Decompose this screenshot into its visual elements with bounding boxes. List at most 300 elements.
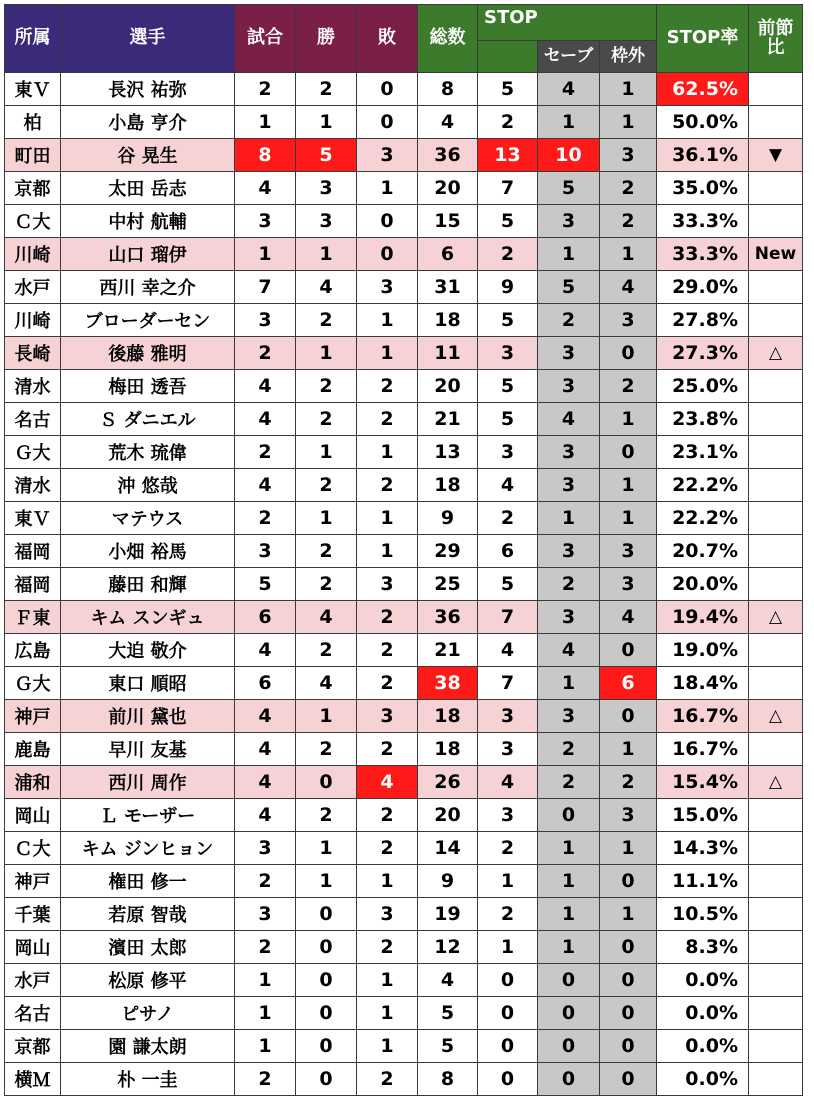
cell-rate: 23.8% [657,403,749,436]
cell-player: ブローダーセン [61,304,235,337]
cell-player: 朴 一圭 [61,1063,235,1096]
cell-losses: 2 [357,931,418,964]
cell-rate: 27.3% [657,337,749,370]
cell-team: Ｃ大 [5,832,61,865]
cell-games: 6 [235,667,296,700]
cell-total: 19 [418,898,478,931]
cell-wins: 0 [296,1030,357,1063]
table-header [5,5,803,73]
cell-save: 3 [538,601,600,634]
cell-team: 神戸 [5,865,61,898]
cell-wins: 1 [296,238,357,271]
cell-out: 1 [600,73,657,106]
cell-losses: 2 [357,469,418,502]
cell-games: 3 [235,535,296,568]
cell-rate: 8.3% [657,931,749,964]
cell-rate: 50.0% [657,106,749,139]
cell-save: 1 [538,502,600,535]
cell-prev [749,832,803,865]
cell-rate: 22.2% [657,469,749,502]
cell-stop: 2 [478,238,538,271]
cell-games: 4 [235,733,296,766]
cell-prev [749,931,803,964]
cell-player: 西川 幸之介 [61,271,235,304]
cell-stop: 3 [478,337,538,370]
cell-games: 4 [235,766,296,799]
cell-total: 13 [418,436,478,469]
cell-rate: 36.1% [657,139,749,172]
cell-player: 松原 修平 [61,964,235,997]
header-team: 所属 [5,5,61,73]
cell-total: 4 [418,964,478,997]
cell-team: 川崎 [5,238,61,271]
cell-save: 1 [538,865,600,898]
cell-out: 4 [600,271,657,304]
header-losses: 敗 [357,5,418,73]
cell-out: 3 [600,568,657,601]
cell-team: 水戸 [5,271,61,304]
cell-total: 29 [418,535,478,568]
cell-prev: △ [749,601,803,634]
cell-save: 5 [538,172,600,205]
cell-save: 1 [538,238,600,271]
cell-player: キム ジンヒョン [61,832,235,865]
cell-team: 水戸 [5,964,61,997]
cell-rate: 22.2% [657,502,749,535]
cell-stop: 3 [478,799,538,832]
cell-team: 岡山 [5,931,61,964]
cell-games: 2 [235,337,296,370]
cell-losses: 2 [357,667,418,700]
cell-losses: 3 [357,700,418,733]
cell-team: 横Ｍ [5,1063,61,1096]
cell-wins: 2 [296,403,357,436]
cell-rate: 15.0% [657,799,749,832]
cell-rate: 27.8% [657,304,749,337]
cell-games: 1 [235,1030,296,1063]
table-row [5,931,803,964]
cell-wins: 2 [296,568,357,601]
cell-player: 濱田 太郎 [61,931,235,964]
cell-rate: 11.1% [657,865,749,898]
cell-rate: 25.0% [657,370,749,403]
cell-team: 鹿島 [5,733,61,766]
cell-wins: 4 [296,271,357,304]
cell-team: 東Ｖ [5,502,61,535]
cell-out: 3 [600,535,657,568]
cell-save: 3 [538,535,600,568]
cell-team: 福岡 [5,568,61,601]
cell-games: 3 [235,205,296,238]
cell-games: 2 [235,502,296,535]
cell-losses: 3 [357,898,418,931]
cell-total: 31 [418,271,478,304]
cell-stop: 3 [478,700,538,733]
cell-out: 1 [600,733,657,766]
cell-rate: 29.0% [657,271,749,304]
cell-total: 26 [418,766,478,799]
cell-stop: 7 [478,172,538,205]
table-row [5,304,803,337]
cell-wins: 1 [296,502,357,535]
cell-games: 1 [235,238,296,271]
header-player: 選手 [61,5,235,73]
cell-save: 2 [538,766,600,799]
cell-stop: 2 [478,106,538,139]
cell-stop: 0 [478,1063,538,1096]
cell-games: 2 [235,436,296,469]
cell-team: Ｆ東 [5,601,61,634]
cell-total: 4 [418,106,478,139]
table-row [5,535,803,568]
cell-total: 8 [418,73,478,106]
cell-wins: 2 [296,73,357,106]
cell-stop: 0 [478,997,538,1030]
cell-games: 6 [235,601,296,634]
cell-prev [749,502,803,535]
cell-wins: 4 [296,601,357,634]
cell-save: 3 [538,700,600,733]
cell-player: 西川 周作 [61,766,235,799]
cell-team: 清水 [5,469,61,502]
cell-player: 若原 智哉 [61,898,235,931]
cell-stop: 5 [478,568,538,601]
cell-wins: 2 [296,535,357,568]
cell-prev [749,898,803,931]
cell-prev [749,436,803,469]
cell-rate: 15.4% [657,766,749,799]
cell-total: 18 [418,304,478,337]
cell-wins: 1 [296,832,357,865]
cell-losses: 3 [357,568,418,601]
cell-out: 2 [600,172,657,205]
cell-player: 後藤 雅明 [61,337,235,370]
cell-out: 1 [600,238,657,271]
cell-losses: 0 [357,106,418,139]
cell-stop: 5 [478,304,538,337]
cell-total: 5 [418,1030,478,1063]
cell-losses: 1 [357,865,418,898]
table-row [5,205,803,238]
cell-team: 京都 [5,172,61,205]
cell-prev [749,997,803,1030]
cell-losses: 1 [357,1030,418,1063]
table-row [5,469,803,502]
cell-save: 0 [538,997,600,1030]
table-row [5,700,803,733]
cell-rate: 35.0% [657,172,749,205]
cell-prev [749,667,803,700]
cell-losses: 2 [357,1063,418,1096]
cell-prev [749,535,803,568]
table-row [5,1030,803,1063]
cell-player: 小島 亨介 [61,106,235,139]
cell-team: 京都 [5,1030,61,1063]
cell-total: 36 [418,139,478,172]
cell-player: 荒木 琉偉 [61,436,235,469]
cell-games: 1 [235,964,296,997]
cell-save: 4 [538,634,600,667]
table-row [5,106,803,139]
cell-out: 3 [600,139,657,172]
table-row [5,733,803,766]
cell-out: 2 [600,370,657,403]
cell-save: 1 [538,106,600,139]
cell-save: 1 [538,931,600,964]
cell-losses: 0 [357,205,418,238]
cell-stop: 4 [478,634,538,667]
cell-games: 4 [235,799,296,832]
cell-total: 20 [418,370,478,403]
cell-prev [749,403,803,436]
cell-games: 8 [235,139,296,172]
cell-out: 2 [600,205,657,238]
table-row [5,634,803,667]
cell-team: 広島 [5,634,61,667]
cell-rate: 16.7% [657,700,749,733]
cell-team: 福岡 [5,535,61,568]
cell-prev [749,568,803,601]
header-prev-label: 前節比 [757,17,794,58]
cell-total: 9 [418,502,478,535]
cell-losses: 1 [357,337,418,370]
cell-rate: 18.4% [657,667,749,700]
table-row [5,865,803,898]
cell-wins: 2 [296,370,357,403]
cell-rate: 33.3% [657,238,749,271]
cell-total: 21 [418,634,478,667]
cell-losses: 1 [357,535,418,568]
cell-games: 4 [235,370,296,403]
cell-losses: 2 [357,403,418,436]
cell-stop: 4 [478,469,538,502]
cell-rate: 33.3% [657,205,749,238]
cell-rate: 14.3% [657,832,749,865]
cell-stop: 2 [478,832,538,865]
cell-team: 浦和 [5,766,61,799]
cell-games: 4 [235,172,296,205]
cell-games: 4 [235,403,296,436]
cell-player: 山口 瑠伊 [61,238,235,271]
cell-prev [749,634,803,667]
cell-total: 11 [418,337,478,370]
table-row [5,73,803,106]
cell-games: 4 [235,700,296,733]
cell-total: 18 [418,469,478,502]
cell-team: 名古 [5,997,61,1030]
cell-total: 36 [418,601,478,634]
cell-total: 14 [418,832,478,865]
cell-player: 権田 修一 [61,865,235,898]
cell-player: 太田 岳志 [61,172,235,205]
cell-player: 東口 順昭 [61,667,235,700]
cell-out: 1 [600,106,657,139]
cell-games: 1 [235,997,296,1030]
cell-wins: 2 [296,733,357,766]
cell-total: 21 [418,403,478,436]
cell-prev: △ [749,700,803,733]
cell-losses: 3 [357,139,418,172]
cell-save: 3 [538,436,600,469]
cell-player: 前川 黛也 [61,700,235,733]
cell-rate: 19.0% [657,634,749,667]
cell-losses: 2 [357,733,418,766]
cell-prev [749,799,803,832]
table-row [5,997,803,1030]
cell-out: 0 [600,865,657,898]
cell-save: 1 [538,832,600,865]
table-row [5,139,803,172]
cell-save: 0 [538,1063,600,1096]
table-row [5,172,803,205]
table-row [5,436,803,469]
cell-team: 東Ｖ [5,73,61,106]
cell-stop: 1 [478,931,538,964]
cell-stop: 0 [478,964,538,997]
cell-player: 藤田 和輝 [61,568,235,601]
cell-wins: 1 [296,865,357,898]
cell-games: 2 [235,931,296,964]
cell-prev: △ [749,337,803,370]
cell-player: 谷 晃生 [61,139,235,172]
cell-save: 3 [538,370,600,403]
cell-out: 0 [600,931,657,964]
cell-player: キム スンギュ [61,601,235,634]
cell-prev [749,865,803,898]
cell-player: 園 謙太朗 [61,1030,235,1063]
cell-prev: △ [749,766,803,799]
cell-player: 長沢 祐弥 [61,73,235,106]
cell-prev [749,733,803,766]
cell-save: 4 [538,403,600,436]
table-row [5,403,803,436]
cell-wins: 0 [296,931,357,964]
cell-wins: 0 [296,1063,357,1096]
cell-out: 1 [600,832,657,865]
cell-out: 2 [600,766,657,799]
cell-out: 0 [600,1030,657,1063]
cell-stop: 1 [478,865,538,898]
cell-out: 0 [600,436,657,469]
table-row [5,238,803,271]
cell-wins: 1 [296,106,357,139]
header-wins: 勝 [296,5,357,73]
cell-player: Ｌ モーザー [61,799,235,832]
cell-prev [749,469,803,502]
cell-losses: 0 [357,238,418,271]
cell-rate: 0.0% [657,997,749,1030]
cell-save: 2 [538,568,600,601]
cell-team: 町田 [5,139,61,172]
cell-stop: 6 [478,535,538,568]
cell-total: 20 [418,172,478,205]
cell-losses: 1 [357,172,418,205]
cell-stop: 3 [478,733,538,766]
cell-losses: 2 [357,799,418,832]
cell-total: 9 [418,865,478,898]
cell-prev [749,172,803,205]
cell-team: 清水 [5,370,61,403]
cell-stop: 3 [478,436,538,469]
cell-save: 1 [538,667,600,700]
cell-losses: 1 [357,502,418,535]
cell-team: 神戸 [5,700,61,733]
cell-wins: 3 [296,205,357,238]
cell-out: 0 [600,1063,657,1096]
cell-player: マテウス [61,502,235,535]
cell-games: 2 [235,73,296,106]
cell-stop: 5 [478,403,538,436]
cell-player: 小畑 裕馬 [61,535,235,568]
cell-save: 3 [538,469,600,502]
cell-wins: 2 [296,304,357,337]
cell-rate: 20.7% [657,535,749,568]
cell-losses: 2 [357,370,418,403]
table-row [5,370,803,403]
cell-wins: 0 [296,766,357,799]
cell-losses: 2 [357,832,418,865]
cell-stop: 13 [478,139,538,172]
cell-losses: 1 [357,304,418,337]
header-off-target: 枠外 [600,41,657,73]
cell-out: 0 [600,700,657,733]
table-row [5,766,803,799]
cell-out: 1 [600,469,657,502]
cell-games: 5 [235,568,296,601]
cell-rate: 20.0% [657,568,749,601]
cell-losses: 2 [357,601,418,634]
cell-total: 6 [418,238,478,271]
cell-total: 25 [418,568,478,601]
cell-save: 0 [538,964,600,997]
cell-team: 岡山 [5,799,61,832]
table-row [5,601,803,634]
cell-games: 2 [235,1063,296,1096]
cell-stop: 7 [478,667,538,700]
cell-games: 4 [235,634,296,667]
cell-player: 早川 友基 [61,733,235,766]
cell-wins: 1 [296,436,357,469]
cell-player: 沖 悠哉 [61,469,235,502]
cell-wins: 4 [296,667,357,700]
cell-prev [749,1030,803,1063]
cell-player: 中村 航輔 [61,205,235,238]
header-games: 試合 [235,5,296,73]
cell-losses: 1 [357,964,418,997]
cell-player: Ｓ ダニエル [61,403,235,436]
cell-team: 名古 [5,403,61,436]
cell-wins: 1 [296,700,357,733]
cell-out: 0 [600,634,657,667]
cell-out: 6 [600,667,657,700]
cell-losses: 1 [357,436,418,469]
table-row [5,667,803,700]
cell-wins: 2 [296,799,357,832]
cell-save: 4 [538,73,600,106]
cell-prev [749,370,803,403]
cell-total: 38 [418,667,478,700]
cell-total: 18 [418,733,478,766]
cell-stop: 7 [478,601,538,634]
cell-save: 1 [538,898,600,931]
cell-prev: ▼ [749,139,803,172]
cell-wins: 0 [296,997,357,1030]
cell-total: 15 [418,205,478,238]
cell-games: 3 [235,832,296,865]
cell-out: 3 [600,304,657,337]
cell-losses: 1 [357,997,418,1030]
cell-total: 20 [418,799,478,832]
